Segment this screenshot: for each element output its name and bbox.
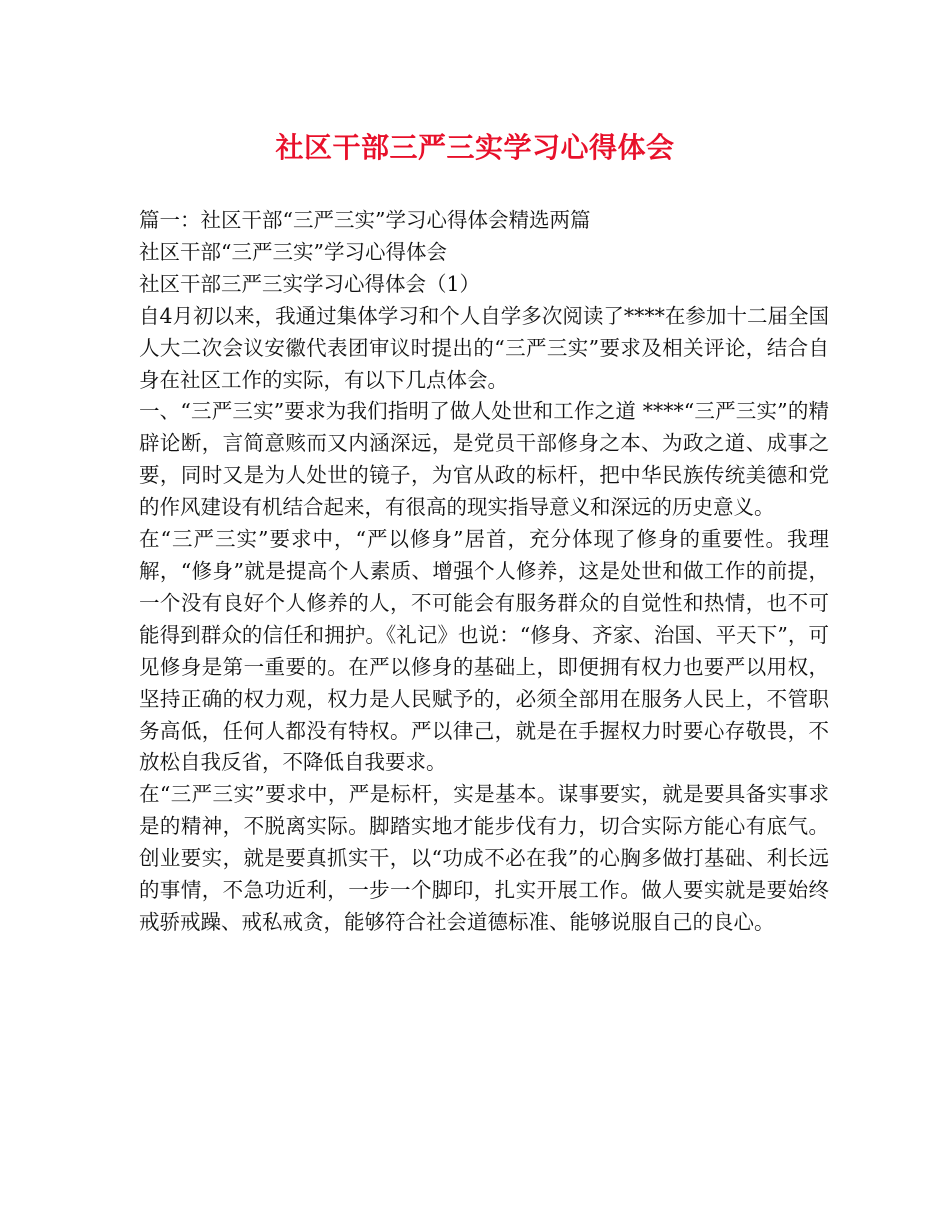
paragraph-point-one: 一、“三严三实”要求为我们指明了做人处世和工作之道 ****“三严三实”的精辟论断，言简意赅而又内涵深远，是党员干部修身之本、为政之道、成事之要，同时又是为人处世的镜子，为官从政的标杆，把中华民族传统美德和党的作风建设有机结合起来，有很高的现实指导意义和深远的历史意义。 xyxy=(139,399,829,520)
paragraph-section-heading: 篇一：社区干部“三严三实”学习心得体会精选两篇 xyxy=(139,208,591,232)
paragraph-subtitle-numbered: 社区干部三严三实学习心得体会（1） xyxy=(139,271,481,296)
paragraph-strict-and-solid: 在“三严三实”要求中，严是标杆，实是基本。谋事要实，就是要具备实事求是的精神，不脱离实际。脚踏实地才能步伐有力，切合实际方能心有底气。创业要实，就是要真抓实干，以“功成不必在我”的心胸多做打基础、利长远的事情，不急功近利，一步一个脚印，扎实开展工作。做人要实就是要始终戒骄戒躁、戒私戒贪，能够符合社会道德标准、能够说服自己的良心。 xyxy=(139,782,829,934)
document-title: 社区干部三严三实学习心得体会 xyxy=(275,131,675,164)
paragraph-self-cultivation: 在“三严三实”要求中，“严以修身”居首，充分体现了修身的重要性。我理解，“修身”就是提高个人素质、增强个人修养，这是处世和做工作的前提，一个没有良好个人修养的人，不可能会有服务群众的自觉性和热情，也不可能得到群众的信任和拥护。《礼记》也说：“修身、齐家、治国、平天下”，可见修身是第一重要的。在严以修身的基础上，即便拥有权力也要严以用权，坚持正确的权力观，权力是人民赋予的，必须全部用在服务人民上，不管职务高低，任何人都没有特权。严以律己，就是在手握权力时要心存敬畏，不放松自我反省，不降低自我要求。 xyxy=(139,527,829,775)
paragraph-subtitle: 社区干部“三严三实”学习心得体会 xyxy=(139,239,447,264)
document-body xyxy=(139,205,829,939)
paragraph-intro: 自4月初以来，我通过集体学习和个人自学多次阅读了****在参加十二届全国人大二次会议安徽代表团审议时提出的“三严三实”要求及相关评论，结合自身在社区工作的实际，有以下几点体会。 xyxy=(139,303,829,392)
